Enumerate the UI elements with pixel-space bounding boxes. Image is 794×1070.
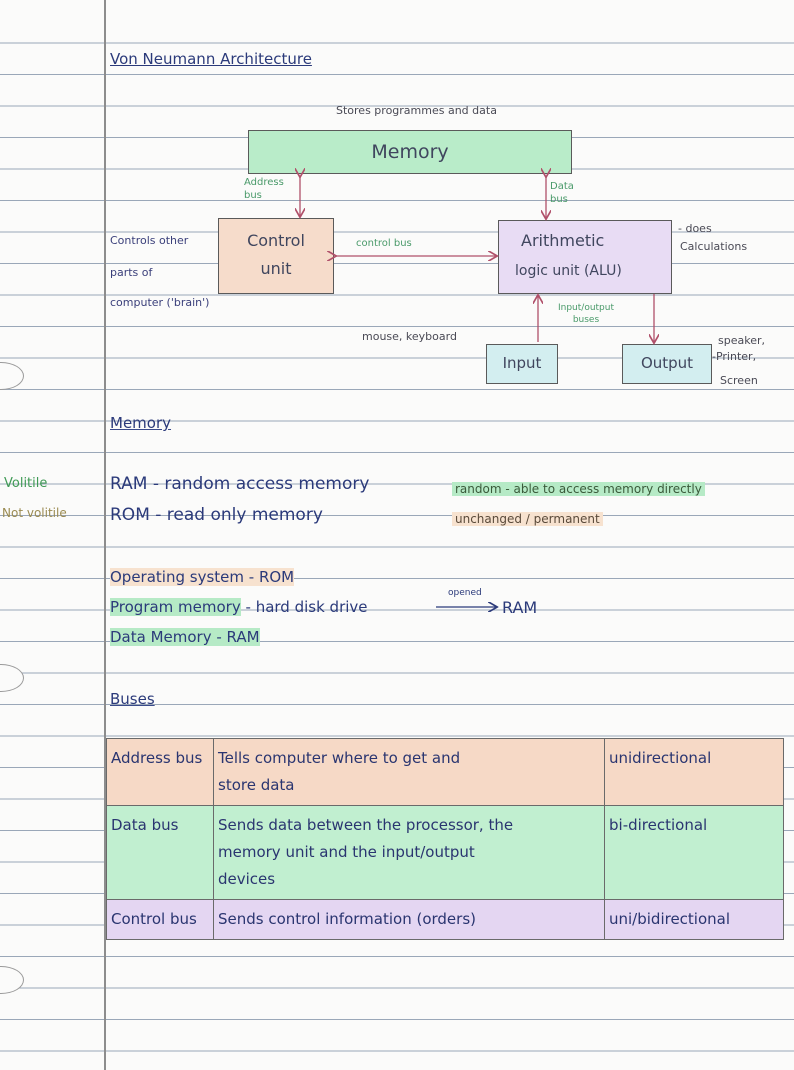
bus-desc-cell — [214, 739, 605, 806]
control-unit-label-2: unit — [260, 259, 292, 278]
opened-label: opened — [448, 588, 482, 598]
output-note-line-2: -Printer, — [712, 350, 757, 363]
margin-label-volatile: Volitile — [4, 476, 48, 491]
os-line — [110, 568, 294, 586]
program-memory-rest: - hard disk drive — [245, 598, 368, 616]
bus-desc-cell: Sends control information (orders) — [214, 900, 605, 940]
alu-label-1: Arithmetic — [521, 231, 605, 250]
data-memory-text: Data Memory - RAM — [110, 628, 260, 646]
bus-desc-line: Tells computer where to get and — [218, 749, 461, 767]
bus-desc-cell — [214, 806, 605, 900]
program-memory-line — [110, 598, 368, 616]
control-note-line-3: computer ('brain') — [110, 296, 210, 309]
io-buses-label-line-2: buses — [572, 315, 600, 325]
output-note-line-1: speaker, — [718, 334, 765, 347]
alu-note-line-2: Calculations — [680, 240, 748, 253]
memory-heading: Memory — [110, 414, 172, 432]
input-note: mouse, keyboard — [362, 330, 457, 343]
rom-note: unchanged / permanent — [452, 512, 603, 526]
os-text: Operating system - ROM — [110, 568, 295, 586]
memory-note: Stores programmes and data — [336, 104, 497, 117]
program-memory-label: Program memory — [110, 598, 241, 616]
page-title: Von Neumann Architecture — [110, 50, 312, 68]
buses-heading: Buses — [110, 690, 155, 708]
table-row — [107, 806, 784, 900]
output-note-line-3: Screen — [720, 374, 758, 387]
bus-desc-line: store data — [218, 776, 295, 794]
memory-label: Memory — [371, 141, 449, 163]
bus-direction-cell: uni/bidirectional — [605, 900, 784, 940]
bus-name-cell: Control bus — [107, 900, 214, 940]
data-memory-line — [110, 628, 260, 646]
buses-table — [106, 738, 784, 940]
bus-name-cell: Data bus — [107, 806, 214, 900]
data-bus-label: Data bus — [550, 181, 574, 205]
output-label: Output — [640, 354, 694, 372]
bus-direction-cell: bi-directional — [605, 806, 784, 900]
alu-note-line-1: - does — [678, 222, 712, 235]
control-note-line-1: Controls other — [110, 234, 189, 247]
ram-line: RAM - random access memory — [110, 474, 370, 494]
bus-desc-line: memory unit and the input/output — [218, 843, 475, 861]
bus-desc-line: Sends data between the processor, the — [218, 816, 514, 834]
io-buses-label-line-1: Input/output — [557, 303, 615, 313]
ram-note: random - able to access memory directly — [452, 482, 705, 496]
input-label: Input — [502, 354, 542, 372]
rom-line: ROM - read only memory — [110, 505, 323, 525]
bus-desc-line: devices — [218, 870, 276, 888]
address-bus-label: Address bus — [244, 177, 284, 201]
control-note-line-2: parts of — [110, 266, 153, 279]
bus-direction-cell: unidirectional — [605, 739, 784, 806]
program-memory-target: RAM — [502, 598, 538, 617]
alu-label-2: logic unit (ALU) — [515, 263, 622, 279]
table-row — [107, 739, 784, 806]
bus-name-cell: Address bus — [107, 739, 214, 806]
control-unit-label-1: Control — [247, 231, 305, 250]
control-bus-label: control bus — [356, 238, 412, 249]
table-row — [107, 900, 784, 940]
margin-label-not-volatile: Not volitile — [2, 506, 67, 520]
